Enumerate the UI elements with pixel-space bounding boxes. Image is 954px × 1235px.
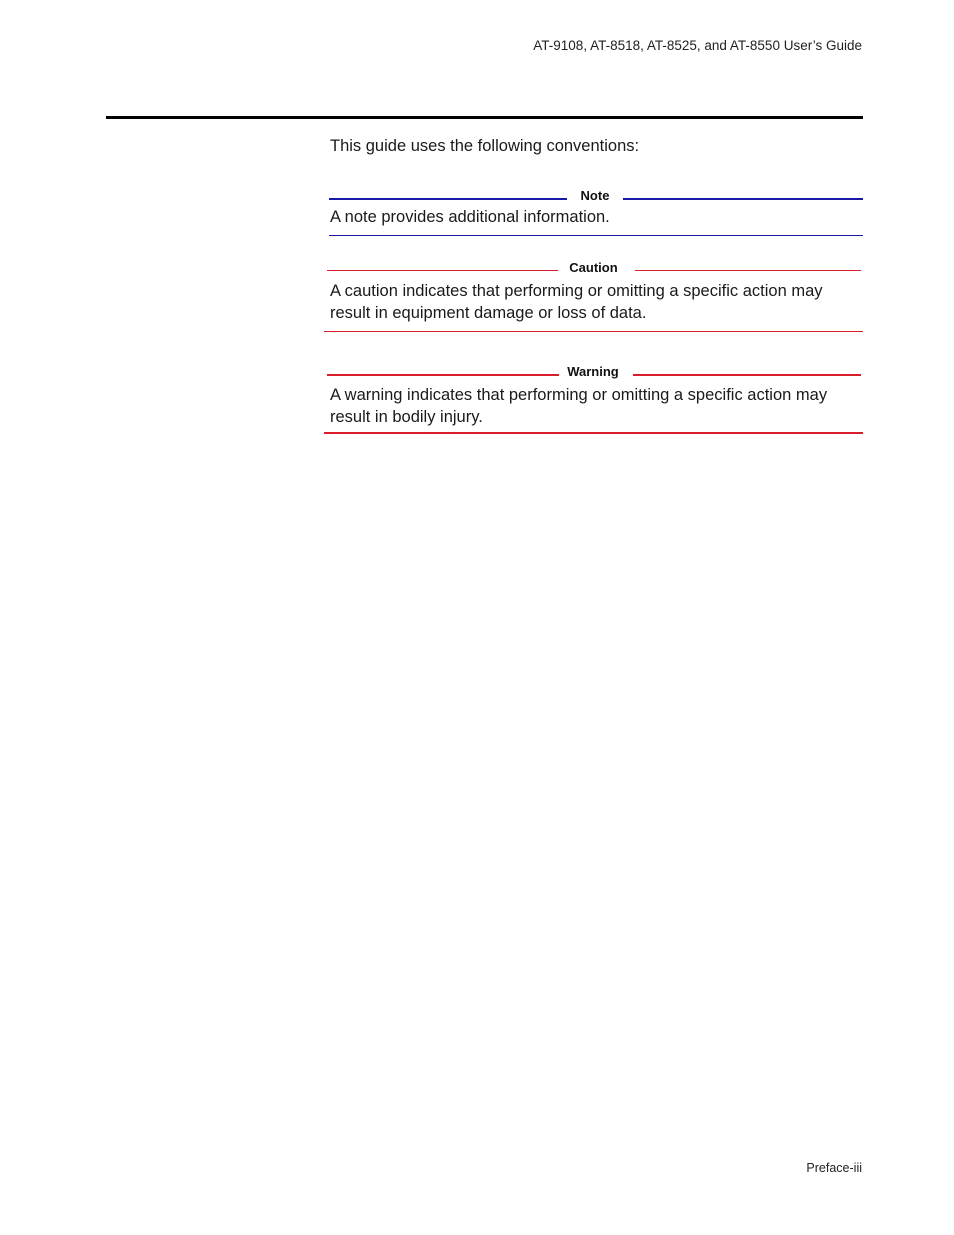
warning-heading-rule-left (327, 374, 559, 376)
warning-bottom-rule (324, 432, 863, 434)
header-rule (106, 116, 863, 119)
caution-heading-rule-right (635, 270, 861, 271)
page-number: Preface-iii (806, 1161, 862, 1175)
caution-bottom-rule (324, 331, 863, 332)
note-heading-rule-right (623, 198, 863, 200)
note-heading (329, 188, 863, 208)
running-header: AT-9108, AT-8518, AT-8525, and AT-8550 User’s Guide (533, 38, 862, 53)
caution-heading-rule-left (327, 270, 558, 271)
note-text: A note provides additional information. (330, 208, 610, 226)
warning-heading-rule-right (633, 374, 861, 376)
note-bottom-rule (329, 235, 863, 236)
note-label: Note (580, 188, 610, 203)
caution-text: A caution indicates that performing or omitting a specific action may result in equipment damage or loss of data. (330, 282, 823, 322)
warning-text: A warning indicates that performing or omitting a specific action may result in bodily injury. (330, 386, 828, 426)
note-heading-rule-left (329, 198, 567, 200)
caution-heading (327, 260, 861, 280)
intro-paragraph: This guide uses the following conventions: (330, 137, 640, 155)
caution-label: Caution (569, 260, 618, 275)
warning-heading (327, 364, 861, 384)
warning-label: Warning (567, 364, 619, 379)
